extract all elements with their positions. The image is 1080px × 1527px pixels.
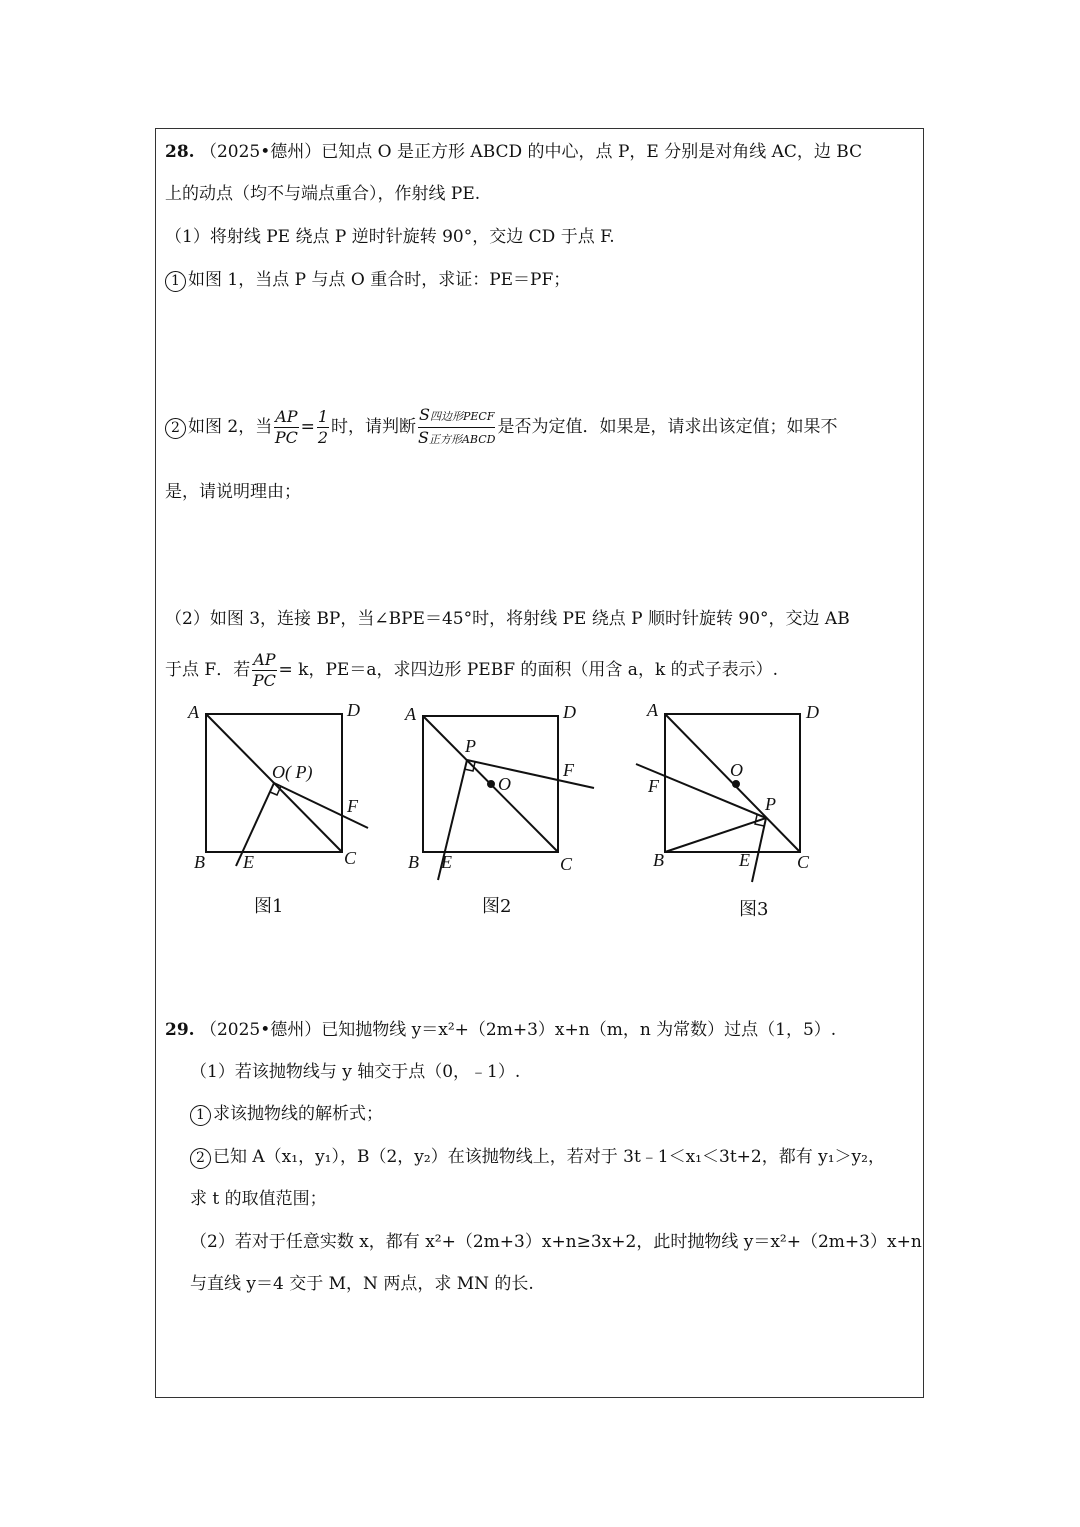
q28-sub2-cont: 是，请说明理由； (165, 482, 301, 502)
q29-part2-cont: 与直线 y＝4 交于 M，N 两点，求 MN 的长. (190, 1274, 534, 1294)
label: D (347, 700, 360, 720)
q28-line2: 上的动点（均不与端点重合），作射线 PE. (165, 184, 481, 204)
label: O (498, 774, 511, 794)
circled-number: 1 (190, 1105, 211, 1126)
equals: = (300, 417, 315, 437)
label: C (344, 848, 357, 868)
denominator: 2 (317, 428, 328, 447)
text: 已知 A（x₁，y₁），B（2，y₂）在该抛物线上，若对于 3t﹣1＜x₁＜3t+2，都有 y₁＞y₂， (213, 1147, 885, 1167)
q29-part1: （1）若该抛物线与 y 轴交于点（0，﹣1）. (190, 1062, 521, 1082)
label: O( P) (272, 762, 313, 782)
label: B (194, 852, 205, 872)
denominator-sub: 正方形ABCD (428, 433, 496, 446)
q28-part2: （2）如图 3，连接 BP，当∠BPE＝45°时，将射线 PE 绕点 P 顺时针旋转 90°，交边 AB (165, 609, 850, 629)
numerator: 1 (317, 407, 328, 426)
text: 如图 2，当 (188, 417, 273, 437)
label: A (188, 702, 199, 722)
label: P (765, 794, 776, 814)
circled-number: 1 (165, 271, 186, 292)
numerator: S (419, 405, 430, 424)
figure-3-caption: 图3 (739, 899, 769, 920)
q29-line1 (165, 1018, 836, 1042)
label: F (648, 776, 659, 796)
numerator: AP (253, 650, 276, 669)
figure-2-caption: 图2 (482, 896, 512, 917)
label: E (739, 850, 750, 870)
text: 时，请判断 (331, 417, 416, 437)
label: B (408, 852, 419, 872)
label: D (563, 702, 576, 722)
figure-1-caption: 图1 (254, 896, 284, 917)
q29-sub1 (190, 1102, 383, 1126)
label: A (647, 700, 658, 720)
label: F (347, 796, 358, 816)
denominator: S (418, 428, 429, 447)
denominator: PC (252, 671, 276, 690)
label: E (441, 852, 452, 872)
q28-sub1-text: 如图 1，当点 P 与点 O 重合时，求证：PE＝PF； (188, 270, 571, 290)
label: A (405, 704, 416, 724)
label: C (560, 854, 573, 874)
label: C (797, 852, 810, 872)
text: 是否为定值．如果是，请求出该定值；如果不 (497, 417, 838, 437)
text: 求该抛物线的解析式； (213, 1104, 383, 1124)
q29-text1: （2025•德州）已知抛物线 y＝x²+（2m+3）x+n（m，n 为常数）过点（1，5）. (199, 1020, 837, 1040)
q29-number: 29. (165, 1020, 195, 1040)
figure-1 (206, 714, 368, 866)
circled-number: 2 (165, 418, 186, 439)
denominator: PC (274, 428, 298, 447)
numerator: AP (275, 407, 298, 426)
circled-number: 2 (190, 1148, 211, 1169)
label: E (243, 852, 254, 872)
q28-part1: （1）将射线 PE 绕点 P 逆时针旋转 90°，交边 CD 于点 F. (165, 227, 615, 247)
label: O (730, 760, 743, 780)
text: 于点 F．若 (165, 660, 251, 680)
q29-sub2 (190, 1145, 885, 1169)
numerator-sub: 四边形PECF (429, 410, 495, 423)
q28-number: 28. (165, 142, 195, 162)
label: P (465, 736, 476, 756)
q29-part2: （2）若对于任意实数 x，都有 x²+（2m+3）x+n≥3x+2，此时抛物线 y＝x²+（2m+3）x+n (190, 1232, 922, 1252)
label: D (806, 702, 819, 722)
text: = k，PE＝a，求四边形 PEBF 的面积（用含 a，k 的式子表示）. (278, 660, 779, 680)
q29-sub2-cont: 求 t 的取值范围； (190, 1189, 327, 1209)
label: B (653, 850, 664, 870)
label: F (563, 760, 574, 780)
q28-text1: （2025•德州）已知点 O 是正方形 ABCD 的中心，点 P，E 分别是对角线 AC，边 BC (199, 142, 863, 162)
